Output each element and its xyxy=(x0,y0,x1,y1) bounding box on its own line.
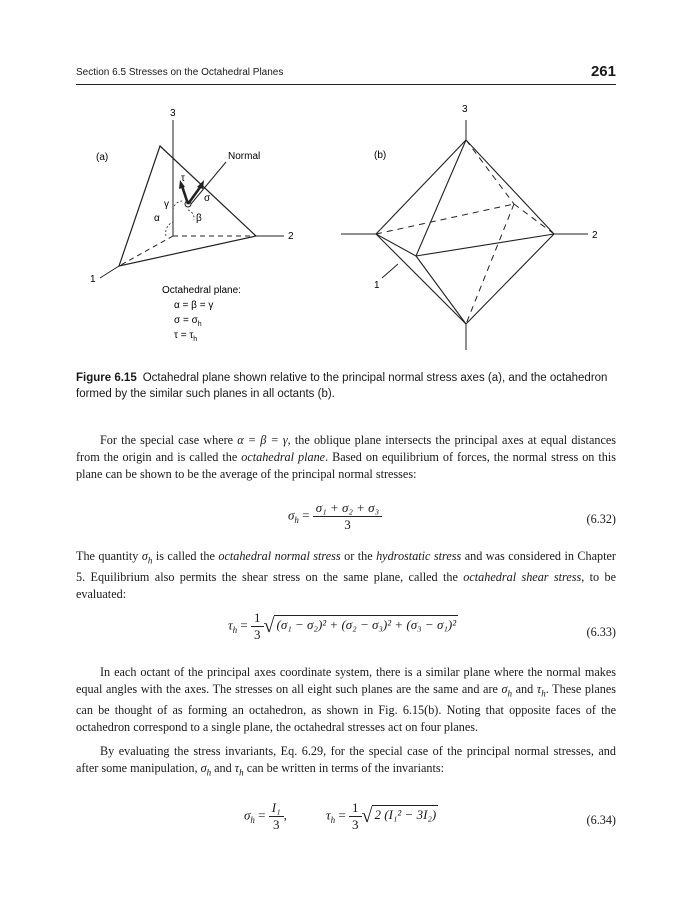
plane-eq-1: α = β = γ xyxy=(174,300,214,311)
equation-number-6-32: (6.32) xyxy=(586,512,616,526)
axis-1-a xyxy=(100,266,119,278)
axis-1-b xyxy=(382,264,398,278)
equation-6-34-shear: $\tau_h$ = $\frac{1}{3}$ √ 2 (I₁² − 3I₂) xyxy=(326,800,437,832)
paragraph-3: In each octant of the principal axes coordinate system, there is a similar plane where the normal makes equal angles with the axes. The stresses on all eight such planes are the same and are $\sigma_h$ and $\tau_h$. These planes can be thought of as forming an octahedron, as shown in Fig. 6.15(b). Noting that opposite faces of the octahedron correspond to a single plane, the octahedral stresses act on four planes. xyxy=(76,665,616,735)
paragraph-1: For the special case where α = β = γ, the oblique plane intersects the principal axes at equal distances from the origin and is called the octahedral plane. Based on equilibrium of forces, the normal stress on this plane can be shown to be the average of the principal normal stresses: xyxy=(76,433,617,481)
octahedron-hidden-edges xyxy=(376,140,554,324)
page-number: 261 xyxy=(590,63,616,80)
plane-title: Octahedral plane: xyxy=(162,285,241,296)
axis-1-label-a: 1 xyxy=(90,274,96,285)
beta-arc xyxy=(188,210,194,220)
section-title: Section 6.5 Stresses on the Octahedral Planes xyxy=(76,67,284,78)
axis-2-label-a: 2 xyxy=(288,231,294,242)
alpha-arc xyxy=(166,222,173,236)
gamma-label: γ xyxy=(164,199,169,210)
panel-b-label: (b) xyxy=(374,150,387,161)
plane-eq-2: $\sigma = \sigma_h$ xyxy=(174,315,202,328)
equation-6-33: $\tau_h$ = $\frac{1}{3}$ √ (σ₁ − σ₂)² + (σ₂ − σ₃)² + (σ₃ − σ₁)² xyxy=(228,610,457,642)
figure-caption xyxy=(76,370,616,402)
paragraph-2: The quantity $\sigma_h$ is called the octahedral normal stress or the hydrostatic stress and was considered in Chapter 5. Equilibrium also permits the shear stress on the same plane, called the octahedral shear stress, to be evaluated: xyxy=(76,549,617,602)
beta-label: β xyxy=(196,213,202,224)
equation-6-32: $\sigma_h$ = $\frac{\text{σ₁ + σ₂ + σ₃}}{3}$ xyxy=(288,500,382,533)
axis-3-label-a: 3 xyxy=(170,108,176,119)
figure-6-15 xyxy=(76,88,616,358)
octahedron xyxy=(376,140,554,324)
axis-2-label-b: 2 xyxy=(592,230,598,241)
normal-label: Normal xyxy=(228,151,261,162)
sigma-label: σ xyxy=(204,193,211,204)
axis-3-label-b: 3 xyxy=(462,104,468,115)
octahedral-plane-triangle xyxy=(119,146,256,266)
equation-number-6-33: (6.33) xyxy=(586,625,616,639)
alpha-label: α xyxy=(154,213,160,224)
caption-text: Octahedral plane shown relative to the principal normal stress axes (a), and the octahedron formed by the similar such planes in all octants (b). xyxy=(76,372,608,400)
paragraph-4: By evaluating the stress invariants, Eq. 6.29, for the special case of the principal normal stresses, and after some manipulation, $\sigma_h$ and $\tau_h$ can be written in terms of the invariants: xyxy=(76,744,616,778)
tau-label: τ xyxy=(181,173,185,184)
plane-eq-3: $\tau = \tau_h$ xyxy=(174,330,198,343)
caption-label: Figure 6.15 xyxy=(76,372,137,384)
gamma-arc xyxy=(173,201,184,210)
axis-1-label-b: 1 xyxy=(374,280,380,291)
panel-a-label: (a) xyxy=(96,152,109,163)
equation-6-34-normal: $\sigma_h$ = $\frac{\text{I₁}}{3}$ , xyxy=(244,800,287,832)
equation-number-6-34: (6.34) xyxy=(586,813,616,827)
header-rule xyxy=(76,84,616,85)
